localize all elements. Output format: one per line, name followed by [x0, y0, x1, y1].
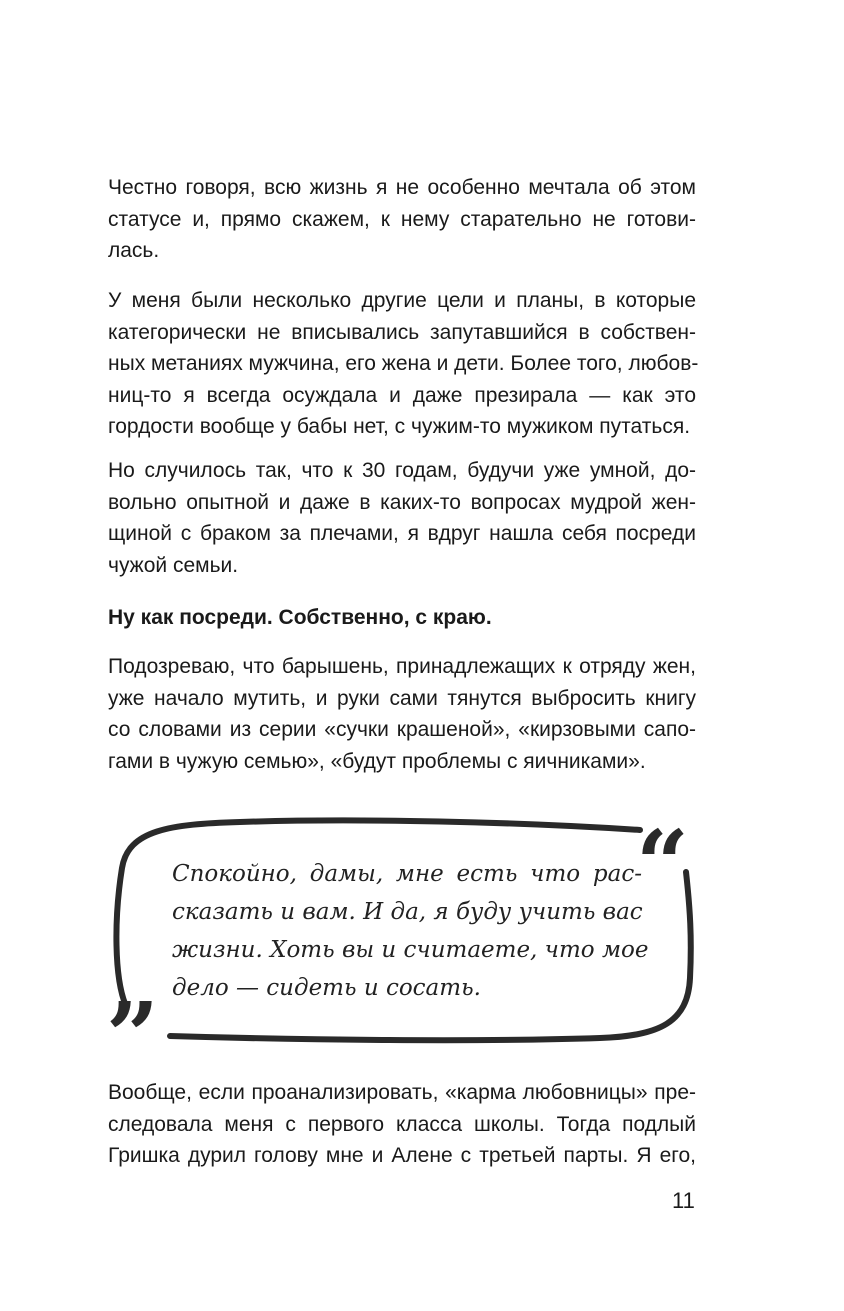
text-line: У меня были несколько другие цели и планы, в которые	[108, 289, 696, 312]
text-line: Подозреваю, что барышень, принадлежащих к отряду жен,	[108, 655, 696, 678]
paragraph-3	[108, 455, 696, 581]
close-quote-icon: ”	[106, 982, 159, 1090]
bold-paragraph	[108, 602, 696, 634]
text-line: со словами из серии «сучки крашеной», «кирзовыми сапо-	[108, 718, 696, 741]
text-line: лась.	[108, 239, 160, 262]
open-quote-icon: “	[636, 810, 689, 918]
quote-line: сказать и вам. И да, я буду учить вас	[172, 899, 643, 925]
text-line: Но случилось так, что к 30 годам, будучи уже умной, до-	[108, 459, 696, 482]
page-number: 11	[672, 1188, 695, 1213]
paragraph-1	[108, 172, 696, 267]
text-line: Вообще, если проанализировать, «карма любовницы» пре-	[108, 1081, 696, 1104]
paragraph-6	[108, 1077, 696, 1172]
quote-line: жизни. Хоть вы и считаете, что мое	[172, 937, 649, 963]
text-line: следовала меня с первого класса школы. Тогда подлый	[108, 1112, 696, 1136]
paragraph-2	[108, 285, 699, 443]
text-line: ниц-то я всегда осуждала и даже презирала — как это	[108, 383, 696, 407]
text-line: Ну как посреди. Собственно, с краю.	[108, 606, 492, 629]
quote-text	[172, 855, 649, 1007]
text-line: Гришка дурил голову мне и Алене с третьей парты. Я его,	[108, 1144, 696, 1167]
text-line: категорически не вписывались запутавшийся в собствен-	[108, 320, 696, 344]
quote-line: дело — сидеть и сосать.	[172, 975, 481, 1001]
text-line: гами в чужую семью», «будут проблемы с яичниками».	[108, 749, 646, 773]
text-line: Честно говоря, всю жизнь я не особенно мечтала об этом	[108, 176, 696, 199]
text-line: чужой семьи.	[108, 553, 239, 577]
text-line: щиной с браком за плечами, я вдруг нашла себя посреди	[108, 522, 696, 545]
text-line: уже начало мутить, и руки сами тянутся выбросить книгу	[108, 686, 696, 710]
text-line: гордости вообще у бабы нет, с чужим-то мужиком путаться.	[108, 415, 691, 438]
quote-line: Спокойно, дамы, мне есть что рас-	[172, 861, 642, 887]
paragraph-5	[108, 651, 696, 777]
text-line: статусе и, прямо скажем, к нему старательно не готови-	[108, 207, 696, 231]
text-line: ных метаниях мужчина, его жена и дети. Более того, любов-	[108, 352, 699, 375]
text-line: вольно опытной и даже в каких-то вопросах мудрой жен-	[108, 490, 696, 514]
